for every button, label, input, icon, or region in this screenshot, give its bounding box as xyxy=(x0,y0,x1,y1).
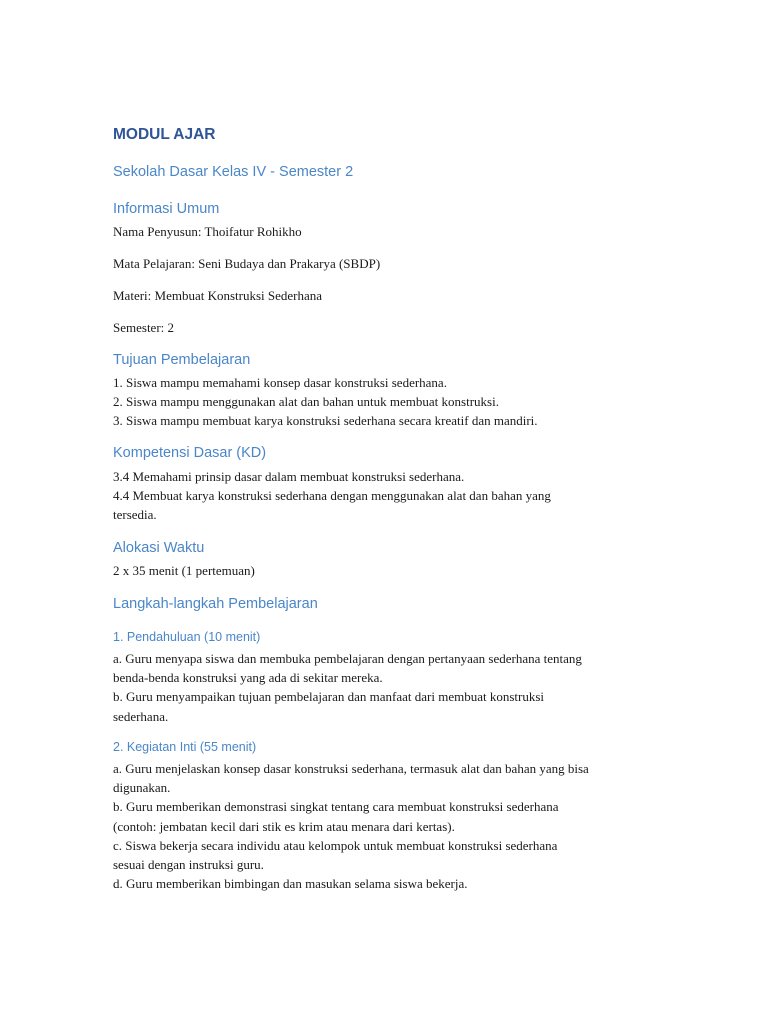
list-item: 1. Siswa mampu memahami konsep dasar konstruksi sederhana. xyxy=(113,375,447,390)
paragraph-line: a. Guru menjelaskan konsep dasar konstruksi sederhana, termasuk alat dan bahan yang bisa xyxy=(113,761,589,776)
paragraph-line: d. Guru memberikan bimbingan dan masukan selama siswa bekerja. xyxy=(113,876,468,892)
field-materi: Materi: Membuat Konstruksi Sederhana xyxy=(113,288,323,303)
tujuan-list xyxy=(113,373,661,431)
list-item: 3. Siswa mampu membuat karya konstruksi sederhana secara kreatif dan mandiri. xyxy=(113,413,538,429)
field-penyusun: Nama Penyusun: Thoifatur Rohikho xyxy=(113,224,302,239)
heading-kegiatan-inti: 2. Kegiatan Inti (55 menit) xyxy=(113,740,257,754)
document-subtitle: Sekolah Dasar Kelas IV - Semester 2 xyxy=(113,164,354,180)
paragraph-line: b. Guru menyampaikan tujuan pembelajaran dan manfaat dari membuat konstruksi xyxy=(113,689,545,705)
field-mata-pelajaran: Mata Pelajaran: Seni Budaya dan Prakarya (SBDP) xyxy=(113,256,381,271)
heading-kompetensi-dasar: Kompetensi Dasar (KD) xyxy=(113,445,267,461)
paragraph-line: 3.4 Memahami prinsip dasar dalam membuat konstruksi sederhana. xyxy=(113,469,465,484)
heading-alokasi-waktu: Alokasi Waktu xyxy=(113,540,205,556)
heading-pendahuluan: 1. Pendahuluan (10 menit) xyxy=(113,630,261,644)
paragraph-line: tersedia. xyxy=(113,507,157,523)
paragraph-line: (contoh: jembatan kecil dari stik es krim atau menara dari kertas). xyxy=(113,818,455,834)
kompetensi-list xyxy=(113,467,661,525)
heading-informasi-umum: Informasi Umum xyxy=(113,201,220,217)
field-semester: Semester: 2 xyxy=(113,320,175,335)
list-item: 2. Siswa mampu menggunakan alat dan bahan untuk membuat konstruksi. xyxy=(113,394,499,410)
heading-langkah-pembelajaran: Langkah-langkah Pembelajaran xyxy=(113,596,318,612)
paragraph-line: sesuai dengan instruksi guru. xyxy=(113,857,264,873)
paragraph-line: benda-benda konstruksi yang ada di sekitar mereka. xyxy=(113,670,383,686)
paragraph-line: sederhana. xyxy=(113,708,169,724)
paragraph-line: b. Guru memberikan demonstrasi singkat tentang cara membuat konstruksi sederhana xyxy=(113,799,559,815)
paragraph-line: c. Siswa bekerja secara individu atau kelompok untuk membuat konstruksi sederhana xyxy=(113,837,558,853)
paragraph-line: 4.4 Membuat karya konstruksi sederhana dengan menggunakan alat dan bahan yang xyxy=(113,488,551,504)
paragraph-line: digunakan. xyxy=(113,780,171,796)
document-title: MODUL AJAR xyxy=(113,126,216,143)
heading-tujuan-pembelajaran: Tujuan Pembelajaran xyxy=(113,352,251,368)
pendahuluan-text xyxy=(113,649,661,726)
kegiatan-inti-text xyxy=(113,759,661,893)
paragraph-line: a. Guru menyapa siswa dan membuka pembelajaran dengan pertanyaan sederhana tentang xyxy=(113,651,582,666)
alokasi-text: 2 x 35 menit (1 pertemuan) xyxy=(113,563,255,578)
